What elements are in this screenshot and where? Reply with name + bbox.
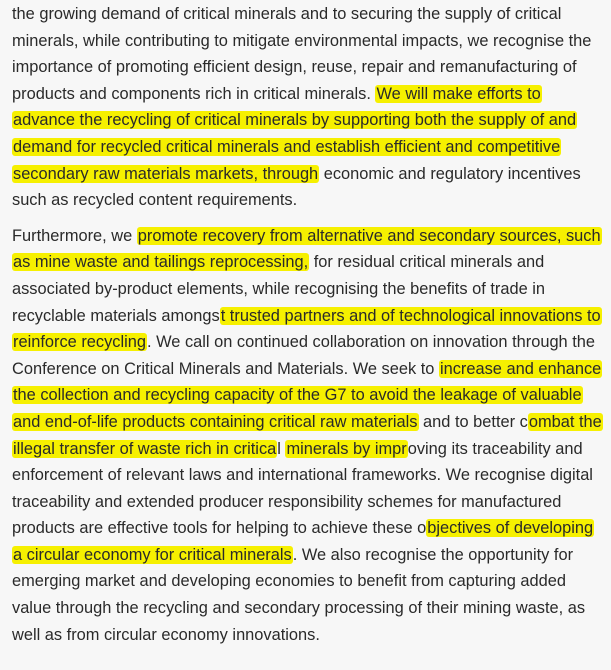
- paragraph-1: [12, 0, 605, 214]
- text-segment: economic and regulatory incentives such as recycled content requirements.: [12, 164, 581, 210]
- text-segment: for residual critical minerals and associated by-product elements, while recognising the benefits of trade in recyclable materials amongs: [12, 253, 545, 325]
- text-segment: . We also recognise the opportunity for emerging market and developing economies to benefit from capturing added value through the recycling and secondary processing of their mining waste, as well as from circular economy innovations.: [12, 545, 586, 644]
- highlighted-text: promote recovery from alternative and secondary sources, such as mine waste and tailings reprocessing,: [13, 226, 601, 272]
- highlighted-text: ombat the illegal transfer of waste rich in critica: [13, 412, 602, 458]
- text-segment: oving its traceability and enforcement of relevant laws and international frameworks. We recognise digital traceability and extended producer responsibility schemes for manufactured products are effective tools for helping to achieve these o: [12, 439, 593, 538]
- text-segment: Furthermore, we: [12, 226, 137, 245]
- highlighted-text: minerals by impr: [286, 439, 407, 458]
- highlighted-text: t trusted partners and of technological innovations to reinforce recycling: [13, 306, 601, 352]
- text-segment: . We call on continued collaboration on innovation through the Conference on Critical Minerals and Materials. We seek to: [12, 333, 596, 378]
- paragraph-2: [12, 223, 605, 649]
- highlighted-text: increase and enhance the collection and recycling capacity of the G7 to avoid the leakage of valuable and end-of-life products containing critical raw materials: [13, 359, 602, 431]
- text-segment: the growing demand of critical minerals and to securing the supply of critical minerals, while contributing to mitigate environmental impacts, we recognise the importance of promoting efficient design, reuse, repair and remanufacturing of products and components rich in critical minerals.: [12, 5, 592, 103]
- text-segment: and to better c: [418, 412, 528, 431]
- text-segment: l: [277, 439, 286, 458]
- highlighted-text: We will make efforts to advance the recycling of critical minerals by supporting both the supply of and demand for recycled critical minerals and establish efficient and competitive secondary raw materials markets, through: [13, 84, 577, 183]
- highlighted-text: bjectives of developing a circular economy for critical minerals: [13, 519, 594, 564]
